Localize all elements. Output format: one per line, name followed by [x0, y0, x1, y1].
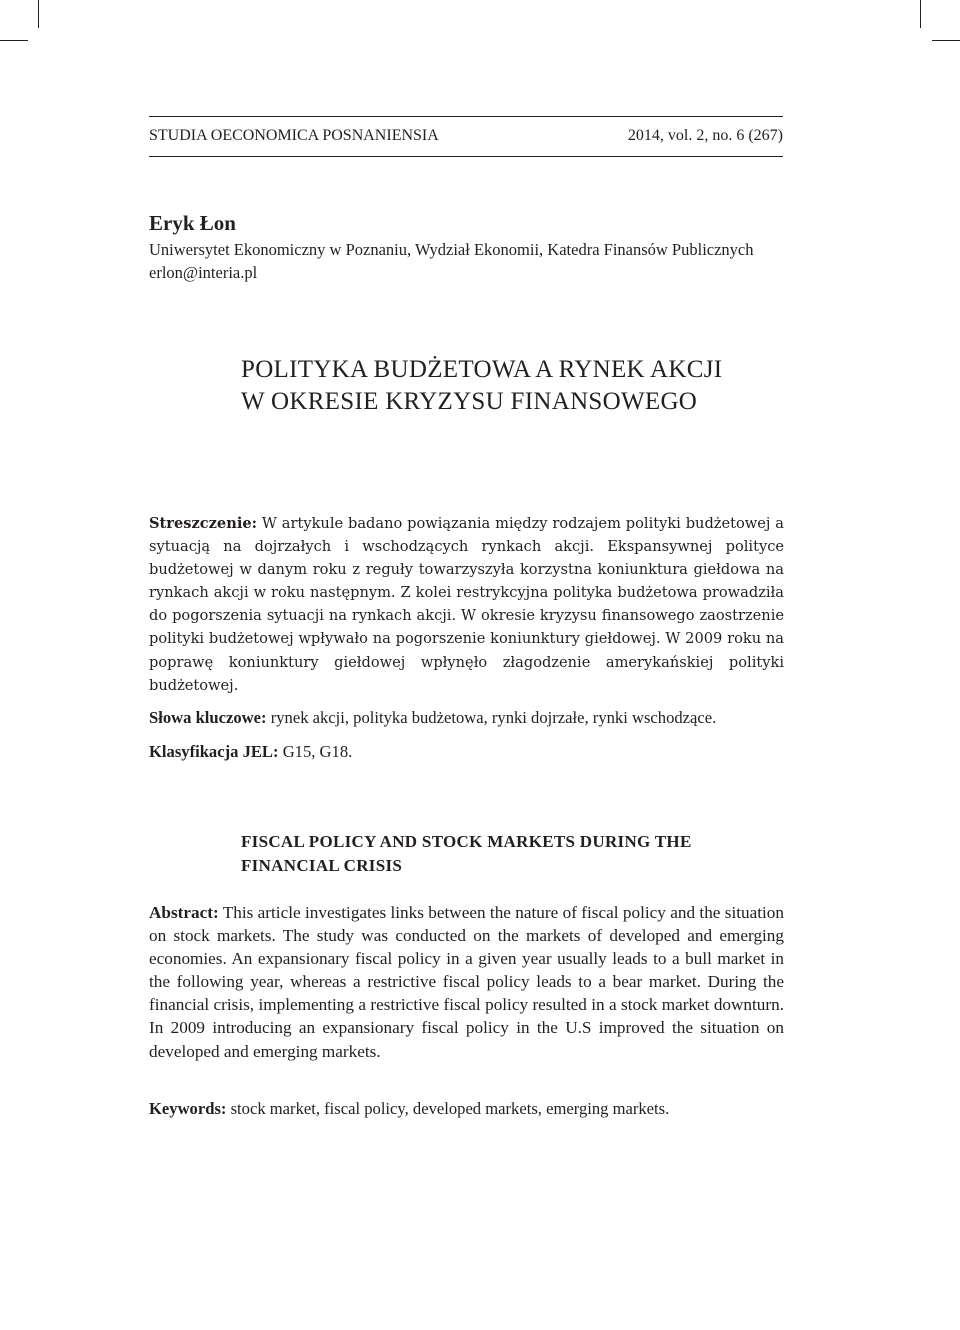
crop-mark-top-right-v	[920, 0, 921, 28]
keywords-en	[149, 1097, 784, 1120]
crop-mark-top-left-v	[38, 0, 39, 28]
crop-mark-top-right-h	[932, 40, 960, 41]
author-name: Eryk Łon	[149, 211, 236, 235]
issue-info: 2014, vol. 2, no. 6 (267)	[627, 127, 783, 144]
keywords-pl-label: Słowa kluczowe:	[149, 708, 267, 727]
title-pl	[241, 354, 801, 418]
jel-classification	[149, 740, 784, 763]
summary-pl-text: W artykule badano powiązania między rodzajem polityki budżetowej a sytuacją na dojrzałych i wschodzących rynkach akcji. Ekspansywnej polityce budżetowej w danym roku z reguły towarzyszyła korzystna koniunktura giełdowa na rynkach akcji w roku następnym. Z kolei restrykcyjna polityka budżetowa prowadziła do pogorszenia sytuacji na rynkach akcji. W okresie kryzysu finansowego zaostrzenie polityki budżetowej wpływało na pogorszenie koniunktury giełdowej. W 2009 roku na poprawę koniunktury giełdowej wpłynęło złagodzenie amerykańskiej polityki budżetowej.	[149, 515, 784, 694]
abstract-en-text: This article investigates links between the nature of fiscal policy and the situation on stock markets. The study was conducted on the markets of developed and emerging economies. An expansionary fiscal policy in a given year usually leads to a bull market in the following year, whereas a restrictive fiscal policy leads to a bear market. During the financial crisis, implementing a restrictive fiscal policy resulted in a stock market downturn. In 2009 introducing an expansionary fiscal policy in the U.S improved the situation on developed and emerging markets.	[149, 903, 784, 1061]
title-en-line1: FISCAL POLICY AND STOCK MARKETS DURING THE	[241, 832, 692, 851]
author-email: erlon@interia.pl	[149, 263, 258, 282]
keywords-pl	[149, 706, 784, 729]
jel-text: G15, G18.	[282, 742, 353, 761]
summary-pl-label: Streszczenie:	[149, 515, 258, 532]
title-en	[241, 830, 801, 878]
title-pl-line1: POLITYKA BUDŻETOWA A RYNEK AKCJI	[241, 356, 723, 383]
title-pl-line2: W OKRESIE KRYZYSU FINANSOWEGO	[241, 388, 698, 415]
running-header	[149, 124, 783, 148]
abstract-en-label: Abstract:	[149, 903, 219, 922]
abstract-en	[149, 901, 784, 1063]
author-affiliation-block	[149, 238, 789, 284]
jel-label: Klasyfikacja JEL:	[149, 742, 279, 761]
journal-name: STUDIA OECONOMICA POSNANIENSIA	[149, 127, 439, 144]
header-rule-top	[149, 116, 783, 117]
author-affiliation: Uniwersytet Ekonomiczny w Poznaniu, Wydział Ekonomii, Katedra Finansów Publicznych	[149, 240, 754, 259]
summary-pl	[149, 512, 784, 697]
keywords-en-label: Keywords:	[149, 1099, 227, 1118]
keywords-en-text: stock market, fiscal policy, developed markets, emerging markets.	[230, 1099, 670, 1118]
title-en-line2: FINANCIAL CRISIS	[241, 856, 403, 875]
crop-mark-top-left-h	[0, 40, 28, 41]
keywords-pl-text: rynek akcji, polityka budżetowa, rynki dojrzałe, rynki wschodzące.	[270, 708, 717, 727]
header-rule-bottom	[149, 156, 783, 157]
